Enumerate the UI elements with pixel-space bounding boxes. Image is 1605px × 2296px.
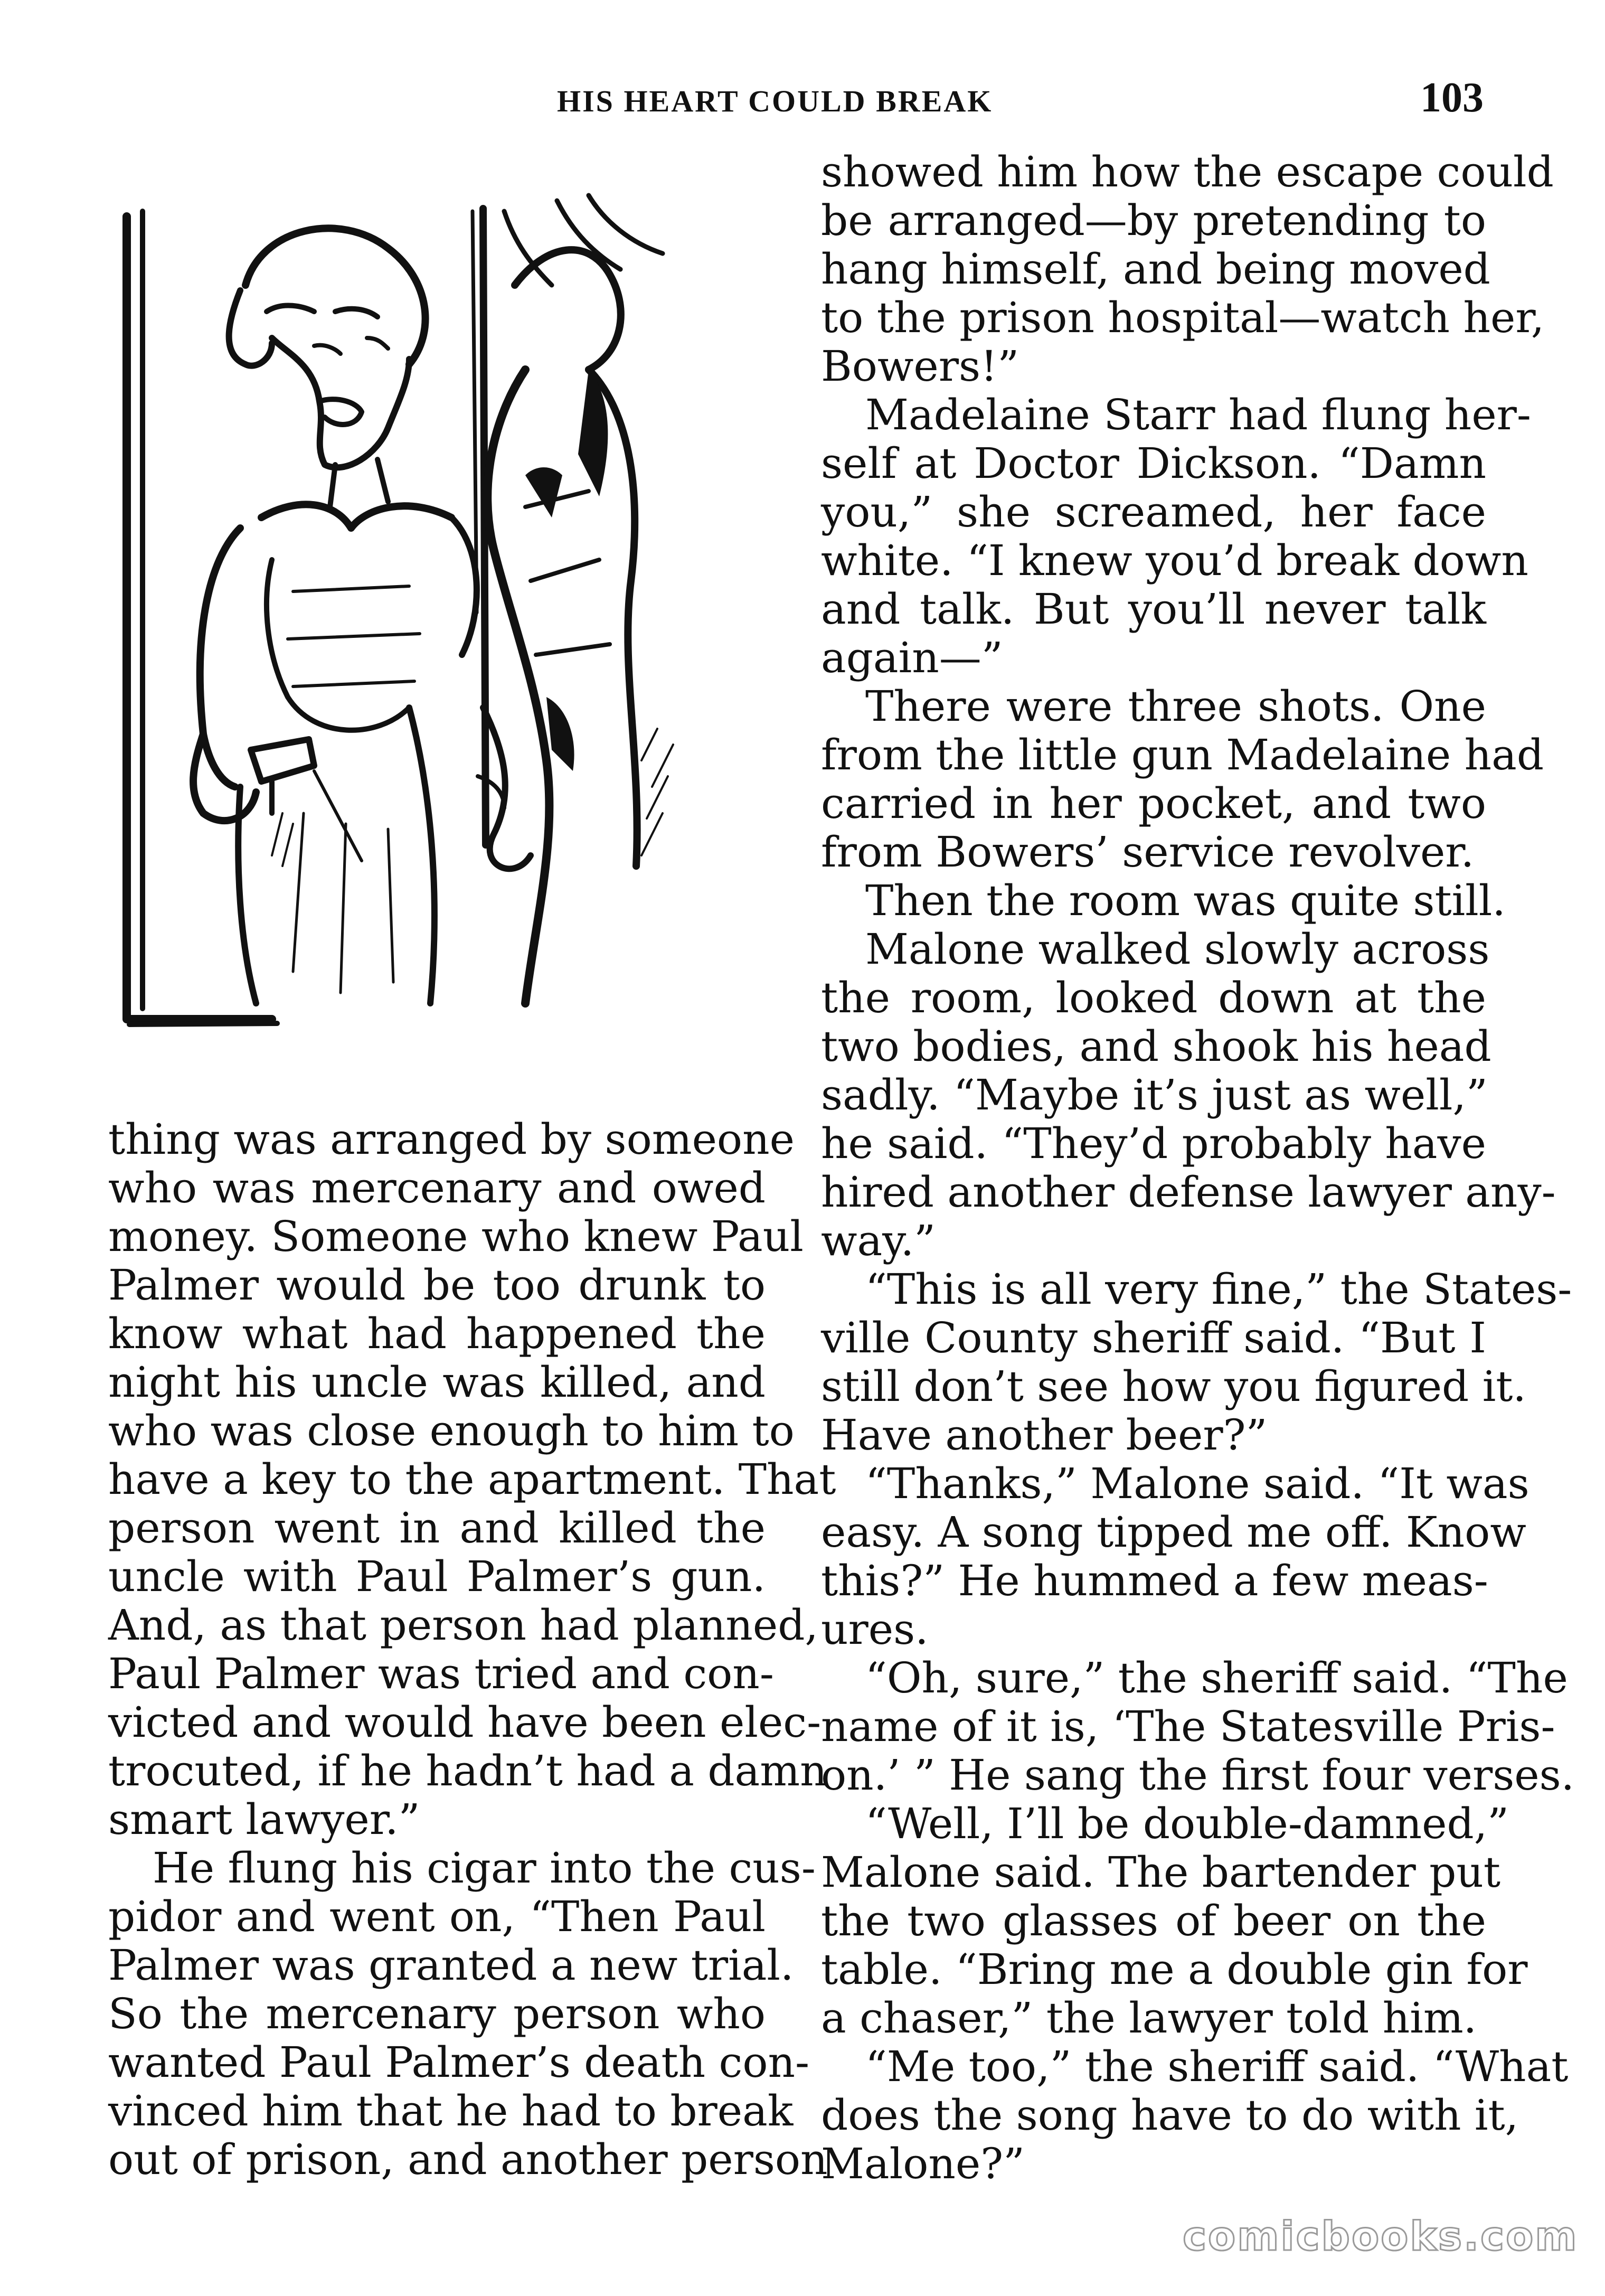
watermark-logo: comicbooks.com — [1183, 2213, 1579, 2260]
text-line: He flung his cigar into the cus- — [153, 1843, 816, 1893]
text-line: vinced him that he had to break — [108, 2086, 794, 2135]
text-line: pidor and went on, “Then Paul — [108, 1892, 766, 1941]
text-line: white. “I knew you’d break down — [821, 536, 1528, 585]
text-line: Madelaine Starr had flung her- — [865, 390, 1531, 439]
text-line: have a key to the apartment. That — [108, 1455, 836, 1504]
text-line: “Thanks,” Malone said. “It was — [865, 1459, 1530, 1508]
paragraph — [821, 1653, 1575, 1800]
text-line: again—” — [821, 633, 1003, 682]
paragraph — [821, 390, 1531, 682]
paragraph — [821, 876, 1506, 925]
text-line: from the little gun Madelaine had — [821, 730, 1544, 779]
paragraph — [108, 1115, 836, 1844]
text-line: “This is all very fine,” the States- — [865, 1265, 1572, 1314]
text-line: There were three shots. One — [865, 682, 1486, 731]
text-line: ville County sheriff said. “But I — [821, 1313, 1486, 1362]
text-line: to the prison hospital—watch her, — [821, 293, 1545, 342]
text-line: ures. — [821, 1605, 929, 1654]
text-line: hang himself, and being moved — [821, 244, 1490, 294]
text-line: money. Someone who knew Paul — [108, 1212, 804, 1261]
text-line: Malone?” — [821, 2139, 1025, 2188]
paragraph — [108, 1843, 828, 2184]
running-header: HIS HEART COULD BREAK — [557, 84, 993, 118]
text-line: Malone said. The bartender put — [821, 1848, 1500, 1897]
text-line: smart lawyer.” — [108, 1795, 420, 1844]
text-line: showed him how the escape could — [821, 147, 1554, 196]
text-line: uncle with Paul Palmer’s gun. — [108, 1552, 766, 1601]
page-number: 103 — [1420, 74, 1484, 121]
paragraph — [821, 2042, 1569, 2188]
text-line: out of prison, and another person — [108, 2135, 828, 2184]
paragraph — [821, 925, 1556, 1265]
text-line: Palmer would be too drunk to — [108, 1260, 766, 1310]
text-line: Have another beer?” — [821, 1410, 1268, 1460]
text-line: you,” she screamed, her face — [821, 487, 1486, 537]
text-line: the two glasses of beer on the — [821, 1896, 1486, 1945]
text-line: be arranged—by pretending to — [821, 196, 1486, 245]
paragraph — [821, 147, 1554, 391]
text-line: “Me too,” the sheriff said. “What — [865, 2042, 1569, 2091]
text-line: “Well, I’ll be double-damned,” — [865, 1799, 1509, 1848]
text-line: two bodies, and shook his head — [821, 1022, 1491, 1071]
text-line: Then the room was quite still. — [865, 876, 1506, 925]
text-line: who was close enough to him to — [108, 1406, 795, 1455]
text-line: victed and would have been elec- — [108, 1698, 822, 1747]
text-line: night his uncle was killed, and — [108, 1358, 766, 1407]
text-line: who was mercenary and owed — [108, 1163, 766, 1212]
text-line: “Oh, sure,” the sheriff said. “The — [865, 1653, 1568, 1702]
text-line: he said. “They’d probably have — [821, 1119, 1486, 1168]
left-text-column — [108, 1115, 836, 2184]
text-line: Paul Palmer was tried and con- — [108, 1649, 774, 1698]
text-line: trocuted, if he hadn’t had a damn — [108, 1746, 827, 1795]
text-line: wanted Paul Palmer’s death con- — [108, 2038, 810, 2087]
text-line: from Bowers’ service revolver. — [821, 827, 1475, 877]
text-line: sadly. “Maybe it’s just as well,” — [821, 1070, 1488, 1119]
text-line: Bowers!” — [821, 342, 1019, 391]
text-line: hired another defense lawyer any- — [821, 1168, 1556, 1217]
text-line: on.’ ” He sang the first four verses. — [821, 1751, 1575, 1800]
text-line: Palmer was granted a new trial. — [108, 1941, 794, 1990]
text-line: person went in and killed the — [108, 1503, 766, 1552]
text-line: does the song have to do with it, — [821, 2091, 1519, 2140]
text-line: a chaser,” the lawyer told him. — [821, 1993, 1477, 2043]
text-line: carried in her pocket, and two — [821, 779, 1486, 828]
paragraph — [821, 682, 1544, 877]
text-line: And, as that person had planned, — [108, 1601, 818, 1650]
text-line: and talk. But you’ll never talk — [821, 585, 1486, 634]
text-line: this?” He hummed a few meas- — [821, 1556, 1488, 1605]
woman-with-pistol-illustration-icon — [114, 180, 694, 1051]
text-line: thing was arranged by someone — [108, 1115, 795, 1164]
paragraph — [821, 1459, 1530, 1654]
text-line: still don’t see how you figured it. — [821, 1362, 1526, 1411]
text-line: way.” — [821, 1216, 936, 1265]
paragraph — [821, 1265, 1572, 1460]
right-text-column — [821, 147, 1575, 2188]
text-line: Malone walked slowly across — [865, 925, 1490, 974]
paragraph — [821, 1799, 1528, 2043]
text-line: name of it is, ‘The Statesville Pris- — [821, 1702, 1555, 1751]
text-line: table. “Bring me a double gin for — [821, 1945, 1528, 1994]
text-line: easy. A song tipped me off. Know — [821, 1508, 1526, 1557]
text-line: know what had happened the — [108, 1309, 766, 1358]
text-line: self at Doctor Dickson. “Damn — [821, 439, 1486, 488]
text-line: So the mercenary person who — [108, 1989, 766, 2038]
text-line: the room, looked down at the — [821, 973, 1486, 1022]
